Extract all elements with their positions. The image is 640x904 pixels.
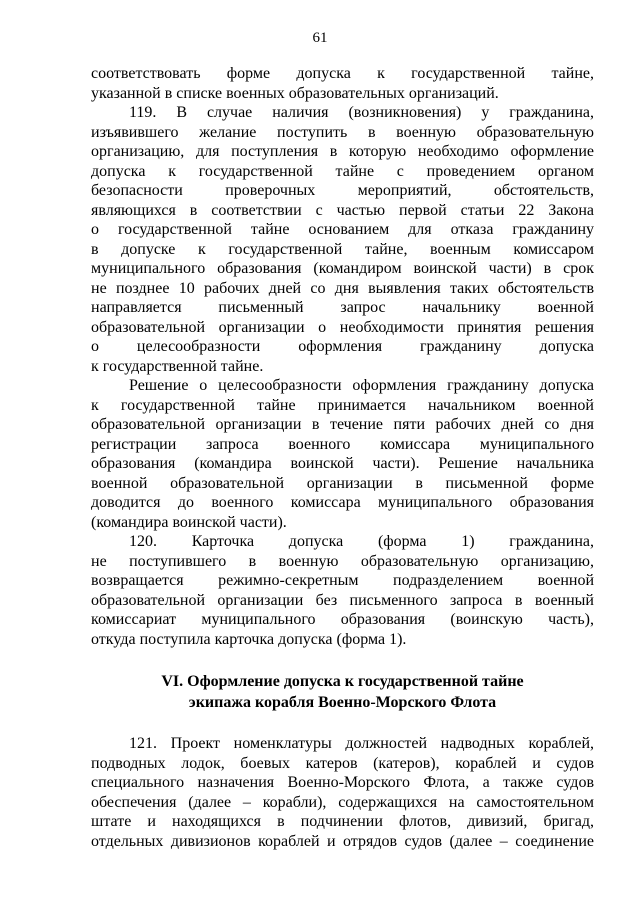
text-line: Решение о целесообразности оформления гражданину допуска [129, 377, 594, 394]
section-heading-line: VI. Оформление допуска к государственной тайне [161, 673, 524, 690]
text-line: соответствовать форме допуска к государственной тайне, [91, 65, 594, 82]
text-line: откуда поступила карточка допуска (форма 1). [91, 630, 407, 648]
text-line: организацию, для поступления в которую необходимо оформление [91, 143, 594, 160]
text-line: обеспечения (далее – корабли), содержащихся на самостоятельном [91, 793, 594, 811]
text-line: являющихся в соответствии с частью первой статьи 22 Закона [91, 201, 594, 219]
text-line: в допуске к государственной тайне, военным комиссаром [91, 240, 594, 258]
text-line: специального назначения Военно-Морского Флота, а также судов [91, 774, 594, 791]
text-line: 120. Карточка допуска (форма 1) гражданина, [129, 533, 594, 550]
text-line: муниципального образования (командиром воинской части) в срок [91, 260, 594, 277]
text-line: штате и находящихся в подчинении флотов, дивизий, бригад, [91, 813, 594, 830]
text-line: подводных лодок, боевых катеров (катеров), кораблей и судов [91, 754, 594, 772]
text-line: комиссариат муниципального образования (воинскую часть), [91, 611, 594, 628]
text-line: указанной в списке военных образовательных организаций. [91, 84, 499, 102]
text-line: не поступившего в военную образовательную организацию, [91, 552, 594, 570]
section-heading-line: экипажа корабля Военно-Морского Флота [188, 694, 497, 711]
text-line: не позднее 10 рабочих дней со дня выявления таких обстоятельств [91, 279, 594, 297]
text-block-main [91, 64, 594, 649]
text-line: образовательной организации без письменного запроса в военный [91, 591, 594, 609]
text-line: изъявившего желание поступить в военную образовательную [91, 123, 594, 141]
text-line: к государственной тайне принимается начальником военной [91, 396, 594, 414]
text-line: о целесообразности оформления гражданину допуска [91, 338, 594, 355]
text-line: допуска к государственной тайне с проведением органом [91, 162, 594, 180]
text-line: образовательной организации в течение пяти рабочих дней со дня [91, 416, 594, 433]
text-block-section [91, 734, 594, 851]
text-line: о государственной тайне основанием для отказа гражданину [91, 221, 594, 238]
section-heading [91, 671, 594, 713]
page-number: 61 [312, 30, 328, 46]
text-line: регистрации запроса военного комиссара муниципального [91, 435, 594, 453]
text-line: (командира воинской части). [91, 513, 287, 531]
text-line: 119. В случае наличия (возникновения) у гражданина, [129, 104, 594, 121]
text-line: образования (командира воинской части). Решение начальника [91, 455, 594, 472]
text-line: образовательной организации о необходимости принятия решения [91, 318, 594, 336]
text-line: к государственной тайне. [91, 357, 264, 375]
text-line: безопасности проверочных мероприятий, обстоятельств, [91, 182, 594, 199]
text-line: доводится до военного комиссара муниципального образования [91, 494, 594, 511]
text-line: направляется письменный запрос начальнику военной [91, 299, 594, 316]
text-line: военной образовательной организации в письменной форме [91, 474, 594, 492]
text-line: 121. Проект номенклатуры должностей надводных кораблей, [129, 735, 594, 752]
text-line: возвращается режимно-секретным подразделением военной [91, 572, 594, 589]
text-line: отдельных дивизионов кораблей и отрядов судов (далее – соединение [91, 832, 594, 850]
